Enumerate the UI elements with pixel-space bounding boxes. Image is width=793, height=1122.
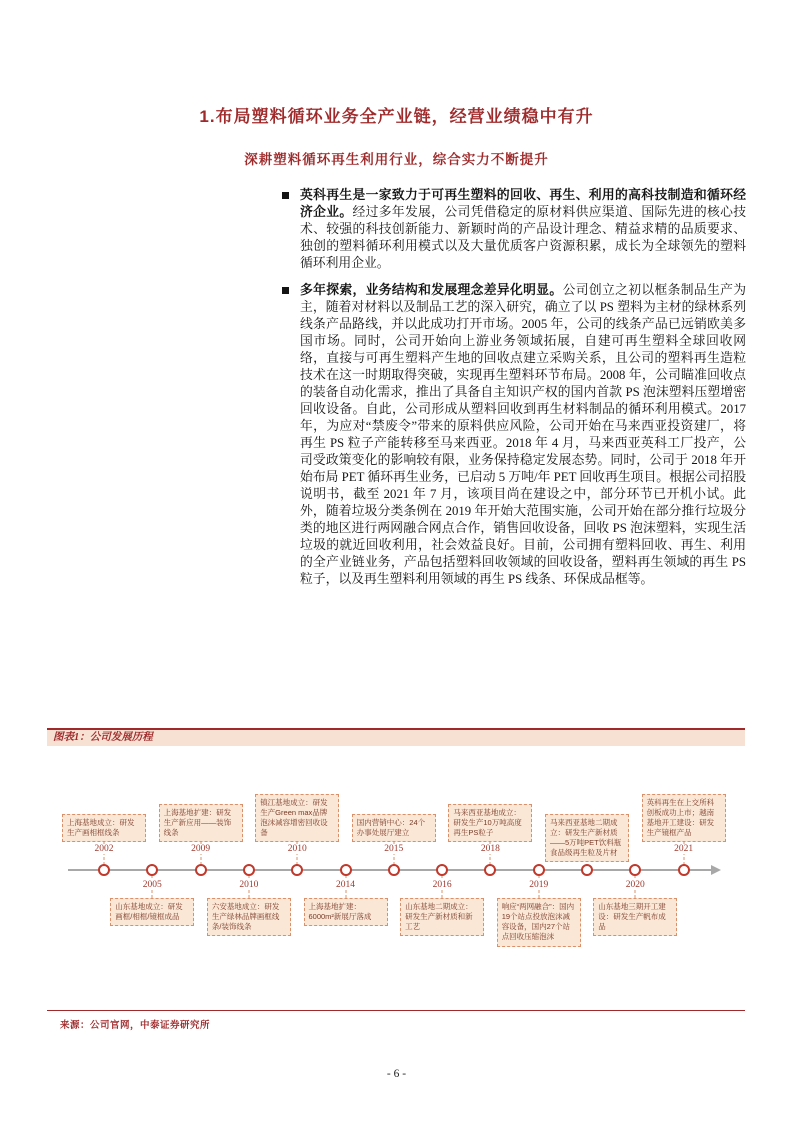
timeline-milestone: 国内营销中心：24个办事处展厅建立: [352, 814, 436, 842]
timeline-dot: [629, 864, 641, 876]
timeline-milestone: 山东基地三期开工建设：研发生产帆布成品: [593, 898, 677, 936]
timeline-year-label: 2005: [142, 880, 162, 890]
timeline-dot: [243, 864, 255, 876]
timeline-milestone: 镇江基地成立：研发生产Green max品牌泡沫减容增密回收设备: [255, 794, 339, 843]
bullet-item: [300, 187, 746, 272]
bullet-square-icon: [282, 287, 289, 294]
timeline-milestone: 六安基地成立：研发生产绿林品牌画框线条/装饰线条: [207, 898, 291, 936]
timeline-year-label: 2019: [529, 880, 549, 890]
timeline-dot: [581, 864, 593, 876]
section-title: 1.布局塑料循环业务全产业链，经营业绩稳中有升: [199, 107, 594, 126]
page-number: - 6 -: [386, 1068, 407, 1080]
timeline-canvas: [48, 753, 745, 1005]
timeline-year-label: 2018: [480, 844, 500, 854]
figure-caption: 图表1：公司发展历程: [53, 732, 153, 743]
timeline-dot: [484, 864, 496, 876]
timeline-milestone: 上海基地扩建：研发生产新应用——装饰线条: [159, 804, 243, 842]
timeline-dot: [436, 864, 448, 876]
timeline-year-label: 2021: [674, 844, 694, 854]
timeline-dot: [146, 864, 158, 876]
timeline-milestone: 响应“两网融合”：国内19个站点投放泡沫减容设备，国内27个站点回收压缩泡沫: [497, 898, 581, 947]
timeline-dot: [98, 864, 110, 876]
timeline-milestone: 山东基地成立：研发画框/相框/镜框成品: [110, 898, 194, 926]
bullet-square-icon: [282, 192, 289, 199]
timeline-milestone: 上海基地成立：研发生产画相框线条: [62, 814, 146, 842]
figure-caption-band: [47, 728, 745, 746]
source-note: 来源：公司官网，中泰证券研究所: [60, 1021, 211, 1031]
timeline-dot: [678, 864, 690, 876]
bullet-item: [300, 282, 746, 588]
bullet-rest: 公司创立之初以框条制品生产为主，随着对材料以及制品工艺的深入研究，确立了以 PS 塑料为主材的绿林系列线条产品路线，并以此成功打开市场。2005 年，公司的线条产品已远销欧美多国市场。同时，公司开始向上游业务领域拓展，自建可再生塑料全球回收网络，直接与可再生塑料产生地的回收点建立采购关系，且公司的塑料再生造粒技术在这一时期取得突破，实现再生塑料环节布局。2008 年，公司瞄准回收点的装备自动化需求，推出了具备自主知识产权的国内首款 PS 泡沫塑料压塑增密回收设备。自此，公司形成从塑料回收到再生材料制品的循环利用模式。2017 年，为应对“禁废令”带来的原料供应风险，公司开始在马来西亚投资建厂，将再生 PS 粒子产能转移至马来西亚。2018 年 4 月，马来西亚英科工厂投产，公司受政策变化的影响较有限，业务保持稳定发展态势。同时，公司于 2018 年开始布局 PET 循环再生业务，已启动 5 万吨/年 PET 回收再生项目。根据公司招股说明书，截至 2021 年 7 月，该项目尚在建设之中，部分环节已开机小试。此外，随着垃圾分类条例在 2019 年开始大范围实施，公司开始在部分推行垃圾分类的地区进行两网融合网点合作，销售回收设备，回收 PS 泡沫塑料，实现生活垃圾的就近回收利用，社会效益良好。目前，公司拥有塑料回收、再生、利用的全产业链业务，产品包括塑料回收领域的回收设备，塑料再生领域的再生 PS 粒子，以及再生塑料利用领域的再生 PS 线条、环保成品框等。: [300, 283, 747, 586]
timeline-milestone: 马来西亚基地成立：研发生产10万吨高度再生PS粒子: [448, 804, 532, 842]
timeline-dot: [340, 864, 352, 876]
timeline-year-label: 2020: [625, 880, 645, 890]
body-text: [300, 187, 746, 598]
timeline-dot: [195, 864, 207, 876]
bullet-rest: 经过多年发展，公司凭借稳定的原材料供应渠道、国际先进的核心技术、较强的科技创新能力、新颖时尚的产品设计理念、精益求精的品质要求、独创的塑料循环利用模式以及大量优质客户资源积累，成长为全球领先的塑料循环利用企业。: [300, 205, 747, 270]
timeline-milestone: 上海基地扩建：6000m²新展厅落成: [304, 898, 388, 926]
timeline-year-label: 2015: [384, 844, 404, 854]
timeline-year-label: 2010: [239, 880, 259, 890]
timeline-dot: [533, 864, 545, 876]
timeline-dot: [291, 864, 303, 876]
timeline-year-label: 2010: [287, 844, 307, 854]
timeline-milestone: 马来西亚基地二期成立：研发生产新材质——5万吨PET饮料瓶食品级再生粒及片材: [545, 814, 629, 863]
timeline-year-label: 2002: [94, 844, 114, 854]
section-subtitle: 深耕塑料循环再生利用行业，综合实力不断提升: [244, 152, 549, 167]
bullet-lead: 英科再生是一家致力于可再生塑料的回收、再生、利用的高科技制造和循环经济企业。: [300, 188, 746, 219]
timeline-year-label: 2016: [432, 880, 452, 890]
timeline-year-label: 2009: [191, 844, 211, 854]
timeline-arrow-icon: [711, 865, 721, 875]
timeline-year-label: 2014: [336, 880, 355, 890]
figure-bottom-rule: [47, 1010, 745, 1011]
timeline-milestone: 山东基地二期成立：研发生产新材质和新工艺: [400, 898, 484, 936]
bullet-lead: 多年探索，业务结构和发展理念差异化明显。: [300, 283, 563, 297]
timeline-milestone: 英科再生在上交所科创板成功上市；越南基地开工建设：研发生产镜框产品: [642, 794, 726, 843]
timeline-dot: [388, 864, 400, 876]
